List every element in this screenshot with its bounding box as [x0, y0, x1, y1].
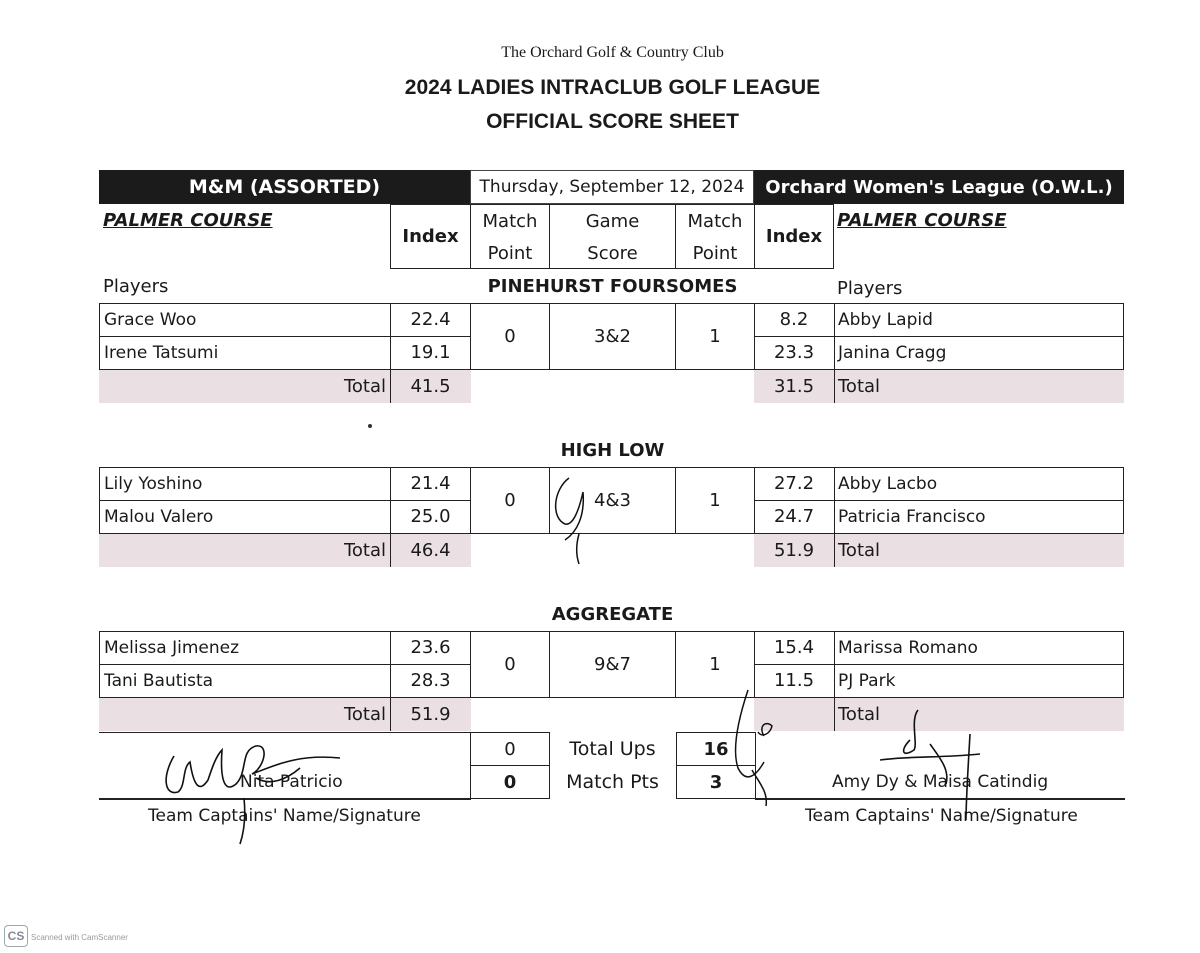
game-score-line1: Game [585, 211, 640, 232]
table-row-player-name: PJ Park [838, 670, 896, 691]
table-row-player-name: Irene Tatsumi [104, 342, 219, 363]
game-score-header [549, 204, 676, 269]
table-row-player-index: 23.6 [410, 637, 451, 658]
right-total-label: Total [838, 376, 881, 397]
table-row-player-index: 22.4 [410, 309, 451, 330]
col-divider [834, 303, 835, 370]
left-captain-name: Nita Patricio [240, 772, 343, 792]
table-row-player-name: Patricia Francisco [838, 506, 986, 527]
table-row-player-index: 19.1 [410, 342, 451, 363]
table-row-player-index: 24.7 [773, 506, 815, 527]
col-divider [834, 534, 835, 567]
index-right-header: Index [754, 204, 834, 269]
left-match-point: 0 [470, 303, 550, 370]
table-row-player-index: 23.3 [773, 342, 815, 363]
right-captain-signature [870, 700, 990, 840]
table-row-player-name: Malou Valero [104, 506, 214, 527]
ups-initial-scribble [728, 680, 788, 810]
game-score-line2: Score [587, 243, 638, 264]
match-point-left-line2: Point [487, 243, 533, 264]
players-right-label: Players [837, 278, 903, 299]
table-row-player-name: Lily Yoshino [104, 473, 203, 494]
table-row-player-name: Melissa Jimenez [104, 637, 240, 658]
left-total-label: Total [343, 704, 386, 725]
team-right-name: Orchard Women's League (O.W.L.) [754, 170, 1124, 204]
team-left-name: M&M (ASSORTED) [99, 170, 470, 204]
stray-mark [368, 424, 372, 428]
col-divider [834, 631, 835, 698]
left-total-value: 51.9 [410, 704, 451, 725]
score-initial-scribble [545, 470, 605, 570]
left-total-value: 41.5 [410, 376, 451, 397]
index-left-header: Index [390, 204, 471, 269]
left-match-pts: 0 [470, 765, 550, 799]
match-point-right-header [675, 204, 755, 269]
left-match-point: 0 [470, 631, 550, 698]
table-row-player-name: Abby Lapid [838, 309, 933, 330]
club-name: The Orchard Golf & Country Club [501, 44, 724, 61]
course-right: PALMER COURSE [837, 210, 1007, 231]
table-row-player-index: 8.2 [779, 309, 809, 330]
match-point-left-header [470, 204, 550, 269]
match-title: HIGH LOW [560, 440, 665, 461]
game-score: 9&7 [549, 631, 676, 698]
right-total-ups: 16 [676, 732, 756, 766]
left-total-label: Total [343, 540, 386, 561]
table-row-player-name: Abby Lacbo [838, 473, 938, 494]
right-match-point: 1 [675, 303, 755, 370]
col-divider [834, 467, 835, 534]
table-row-player-index: 11.5 [773, 670, 815, 691]
match-date: Thursday, September 12, 2024 [470, 170, 754, 204]
right-total-label: Total [838, 540, 881, 561]
table-row-player-name: Grace Woo [104, 309, 197, 330]
left-captain-signature [160, 728, 360, 848]
left-match-point: 0 [470, 467, 550, 534]
right-total-value: 51.9 [773, 540, 815, 561]
match-pts-label: Match Pts [566, 771, 659, 793]
match-point-right-line2: Point [692, 243, 738, 264]
match-title: AGGREGATE [551, 604, 674, 625]
match-point-right-line1: Match [687, 211, 743, 232]
right-captain-name: Amy Dy & Maisa Catindig [832, 772, 1049, 792]
table-row-player-index: 15.4 [773, 637, 815, 658]
match-title: PINEHURST FOURSOMES [487, 276, 738, 297]
right-match-point: 1 [675, 631, 755, 698]
match-point-left-line1: Match [482, 211, 538, 232]
game-score: 4&3 [549, 467, 676, 534]
table-row-player-index: 21.4 [410, 473, 451, 494]
table-row-player-name: Janina Cragg [838, 342, 947, 363]
right-captain-label: Team Captains' Name/Signature [805, 806, 1078, 826]
right-total-label: Total [838, 704, 881, 725]
left-total-value: 46.4 [410, 540, 451, 561]
total-ups-label: Total Ups [569, 738, 656, 760]
table-row-player-name: Marissa Romano [838, 637, 978, 658]
right-match-pts: 3 [676, 765, 756, 799]
table-row-player-index: 27.2 [773, 473, 815, 494]
players-left-label: Players [103, 276, 169, 297]
league-title: 2024 LADIES INTRACLUB GOLF LEAGUE [404, 76, 821, 99]
left-captain-label: Team Captains' Name/Signature [148, 806, 421, 826]
right-match-point: 1 [675, 467, 755, 534]
left-total-label: Total [343, 376, 386, 397]
col-divider [834, 698, 835, 731]
table-row-player-name: Tani Bautista [104, 670, 214, 691]
left-total-ups: 0 [470, 732, 550, 766]
scanner-text: Scanned with CamScanner [31, 933, 128, 942]
scanner-logo: CS [4, 925, 28, 947]
col-divider [834, 370, 835, 403]
game-score: 3&2 [549, 303, 676, 370]
course-left: PALMER COURSE [103, 210, 273, 231]
table-row-player-index: 25.0 [410, 506, 451, 527]
right-total-value: 31.5 [773, 376, 815, 397]
sheet-title: OFFICIAL SCORE SHEET [486, 110, 739, 133]
table-row-player-index: 28.3 [410, 670, 451, 691]
